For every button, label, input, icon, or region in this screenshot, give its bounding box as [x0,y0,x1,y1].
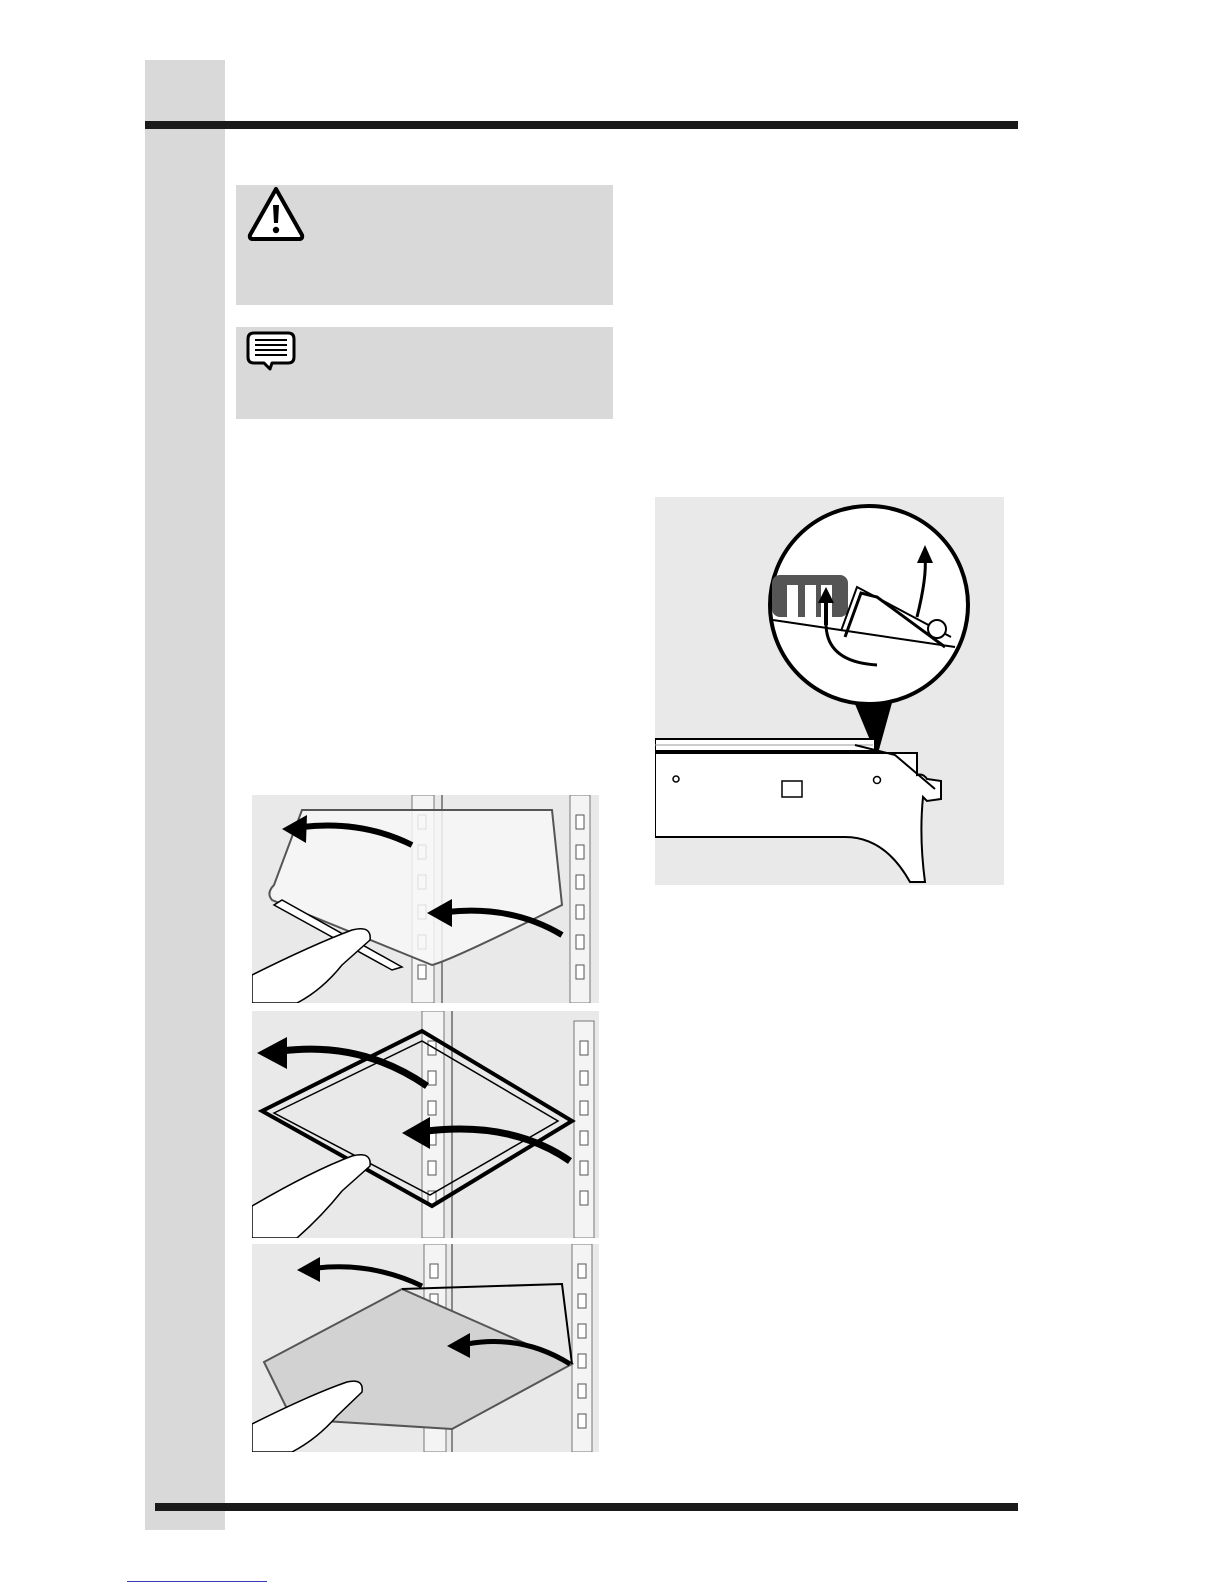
glass-shelf-removal [252,795,599,1003]
glass-shelf-removal-figure [252,795,599,1003]
wire-shelf-removal [252,1011,599,1238]
wire-shelf-removal-figure [252,1011,599,1238]
footer-rule [155,1503,1018,1511]
note-speech-bubble-icon [246,327,302,377]
note-callout [236,327,613,419]
footer-link-underline[interactable] [127,1581,267,1582]
bracket-release-detail [655,497,1004,885]
warning-triangle-icon [246,185,306,245]
bracket-release-figure [655,497,1004,885]
side-tab [145,60,225,1530]
warning-callout [236,185,613,305]
header-rule [145,121,1018,129]
solid-shelf-removal [252,1244,599,1452]
solid-shelf-removal-figure [252,1244,599,1452]
